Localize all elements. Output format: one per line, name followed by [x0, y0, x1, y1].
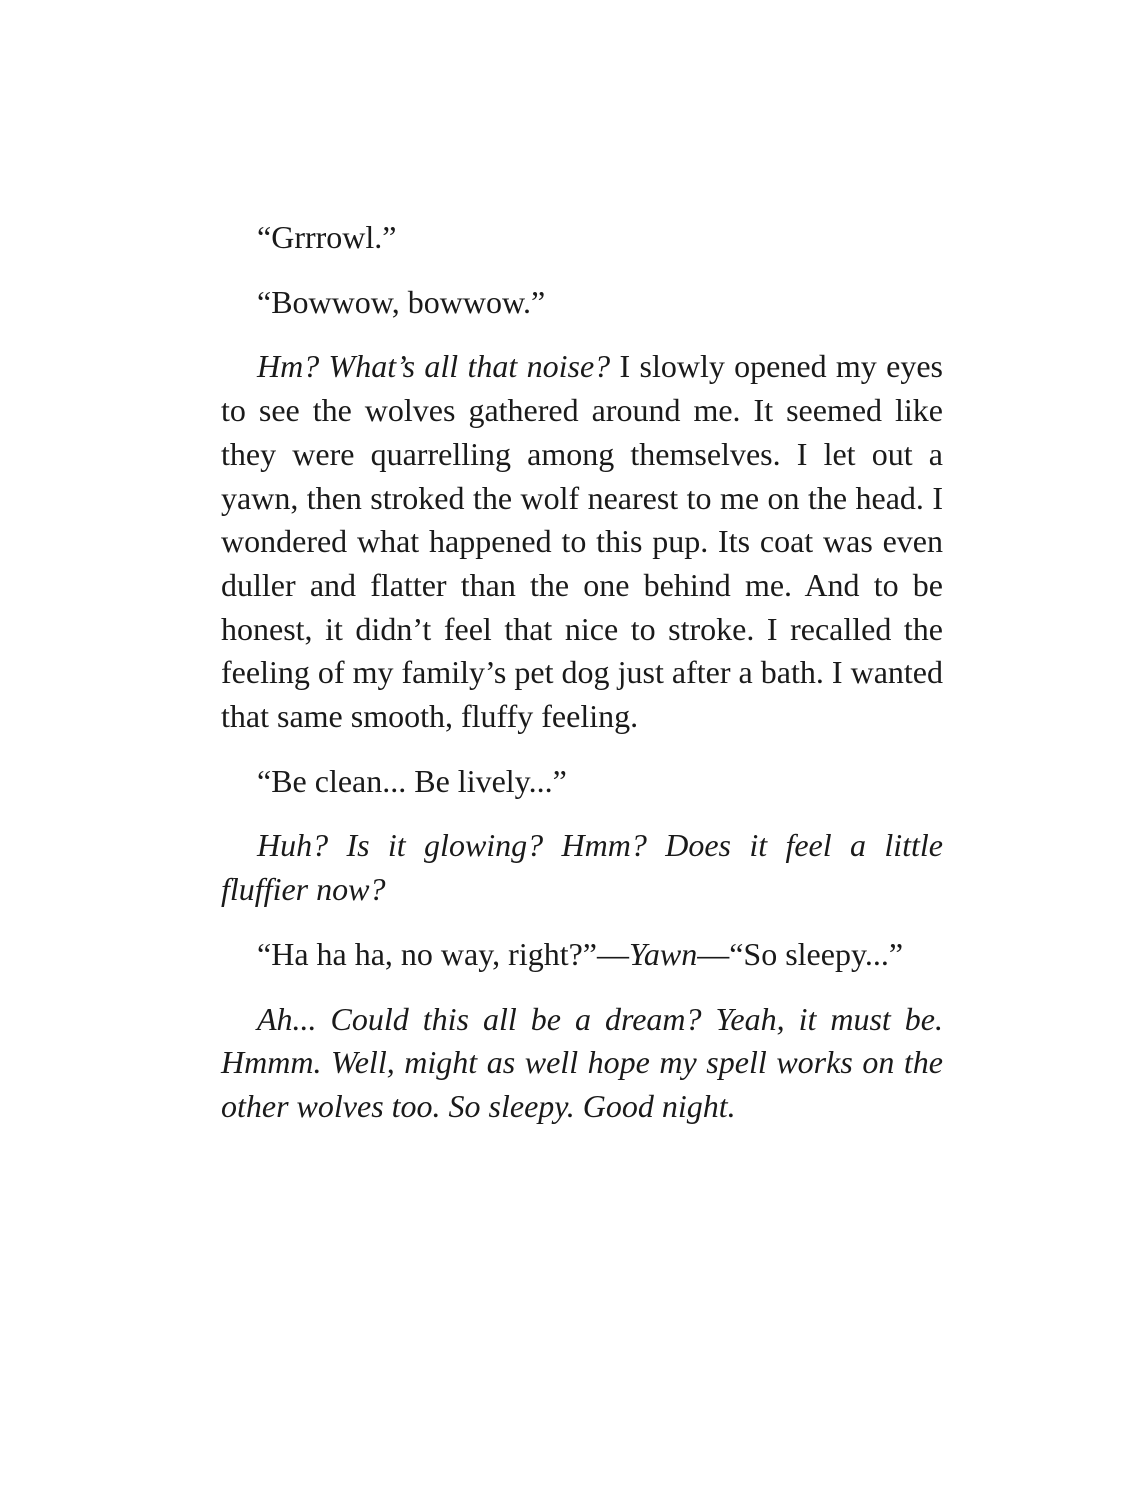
page-body: [221, 216, 943, 1129]
text-segment: “Ha ha ha, no way, right?”—: [257, 935, 629, 972]
text-segment: I slowly opened my eyes to see the wolves gathered around me. It seemed like they were quarrelling among themselves. I let out a yawn, then stroked the wolf nearest to me on the head. I wondered what happened to this pup. Its coat was even duller and flatter than the one behind me. And to be honest, it didn’t feel that nice to stroke. I recalled the feeling of my family’s pet dog just after a bath. I wanted that same smooth, fluffy feeling.: [221, 348, 944, 735]
text-segment: “Bowwow, bowwow.”: [257, 283, 546, 320]
italic-segment: Ah... Could this all be a dream? Yeah, it must be. Hmmm. Well, might as well hope my spell works on the other wolves too. So sleepy. Good night.: [221, 1000, 943, 1124]
text-segment: “Be clean... Be lively...”: [257, 762, 567, 799]
italic-segment: Hm? What’s all that noise?: [257, 348, 611, 385]
paragraph-7: [221, 998, 943, 1129]
text-segment: —“So sleepy...”: [697, 935, 904, 972]
text-segment: “Grrrowl.”: [257, 219, 397, 255]
paragraph-4: [221, 760, 943, 804]
paragraph-2: [221, 281, 943, 325]
paragraph-3: [221, 345, 943, 738]
paragraph-1: [221, 216, 943, 260]
italic-segment: Huh? Is it glowing? Hmm? Does it feel a little fluffier now?: [221, 827, 943, 908]
italic-segment: Yawn: [629, 935, 698, 972]
paragraph-6: [221, 933, 943, 977]
paragraph-5: [221, 824, 943, 911]
